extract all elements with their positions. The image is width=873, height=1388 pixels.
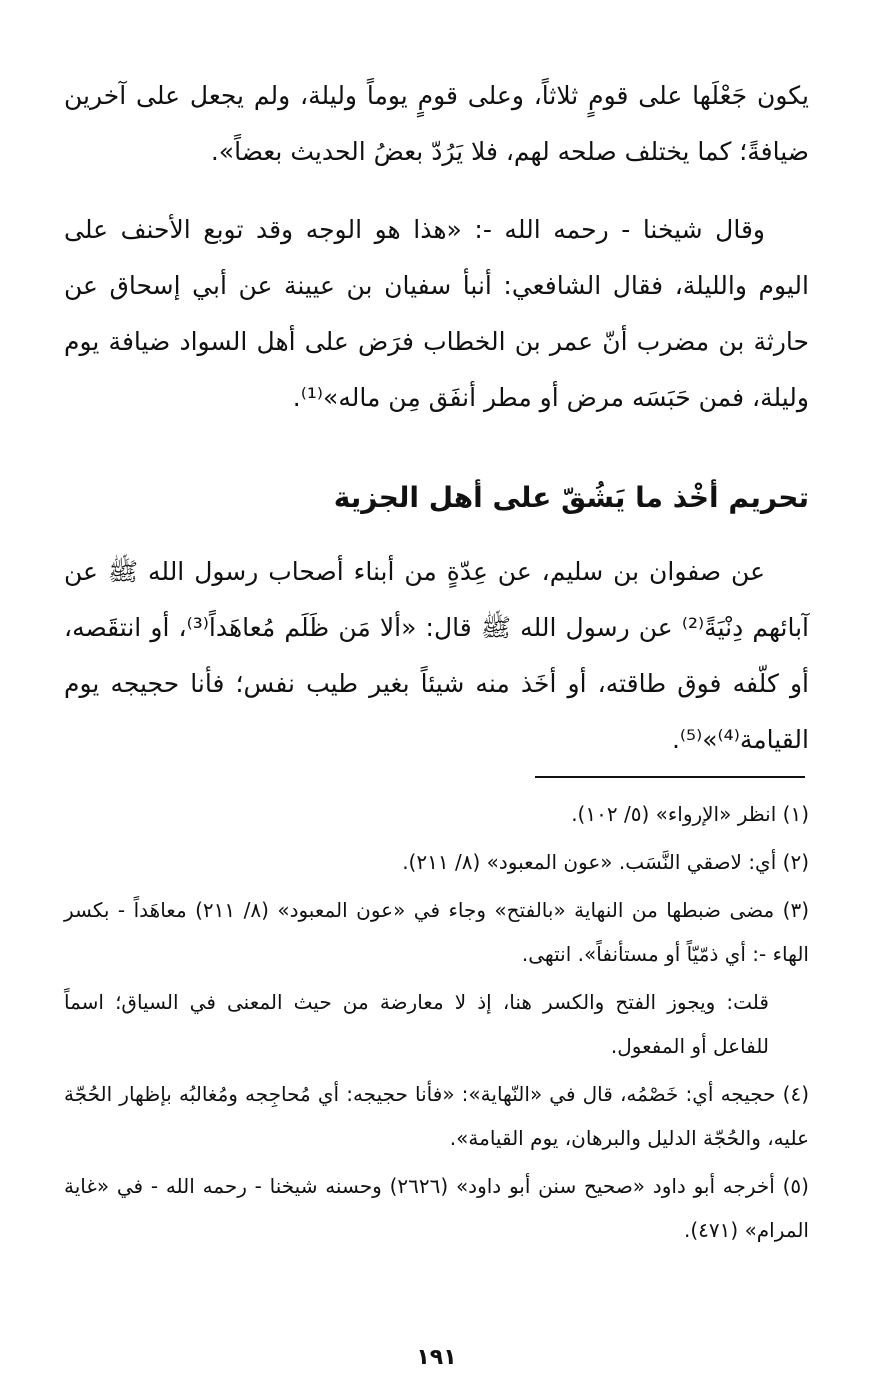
body-paragraph: عن صفوان بن سليم، عن عِدّةٍ من أبناء أصحاب رسول الله ﷺ عن آبائهم دِنْيَةً⁽²⁾ عن رسول الله ﷺ قال: «ألا مَن ظَلَم مُعاهَداً⁽³⁾، أو انتقَصه، أو كلّفه فوق طاقته، أو أخَذ منه شيئاً بغير طيب نفس؛ فأنا حجيجه يوم القيامة⁽⁴⁾»⁽⁵⁾. (64, 557, 810, 754)
footnotes-section (64, 792, 809, 1256)
footnote: (٣) مضى ضبطها من النهاية «بالفتح» وجاء في «عون المعبود» (٨/ ٢١١) معاهَداً - بكسر الهاء -: أي ذمّيّاً أو مستأنفاً». انتهى. (64, 898, 809, 966)
section-heading: تحريم أخْذ ما يَشُقّ على أهل الجزية (333, 481, 809, 514)
body-paragraph: وقال شيخنا - رحمه الله -: «هذا هو الوجه وقد توبع الأحنف على اليوم والليلة، فقال الشافعي: أنبأ سفيان بن عيينة عن أبي إسحاق عن حارثة بن مضرب أنّ عمر بن الخطاب فرَض على أهل السواد ضيافة يوم وليلة، فمن حَبَسَه مرض أو مطر أنفَق مِن ماله»⁽¹⁾. (64, 215, 809, 412)
footnote: (٤) حجيجه أي: خَصْمُه، قال في «النّهاية»: «فأنا حجيجه: أي مُحاجِجه ومُغالبُه بإظهار الحُجّة عليه، والحُجّة الدليل والبرهان، يوم القيامة». (64, 1082, 809, 1150)
footnote: (٢) أي: لاصقي النَّسَب. «عون المعبود» (٨/ ٢١١). (402, 850, 809, 874)
footnote: (٥) أخرجه أبو داود «صحيح سنن أبو داود» (٢٦٢٦) وحسنه شيخنا - رحمه الله - في «غاية المرام» (٤٧١). (64, 1174, 809, 1242)
footnote: (١) انظر «الإرواء» (٥/ ١٠٢). (571, 802, 809, 826)
body-paragraph: يكون جَعْلَها على قومٍ ثلاثاً، وعلى قومٍ يوماً وليلة، ولم يجعل على آخرين ضيافةً؛ كما يختلف صلحه لهم، فلا يَرُدّ بعضُ الحديث بعضاً». (64, 81, 809, 166)
footnote-continuation: قلت: ويجوز الفتح والكسر هنا، إذ لا معارضة من حيث المعنى في السياق؛ اسماً للفاعل أو المفعول. (64, 990, 769, 1058)
footnote-divider (535, 776, 805, 778)
page-number: ١٩١ (416, 1345, 457, 1370)
